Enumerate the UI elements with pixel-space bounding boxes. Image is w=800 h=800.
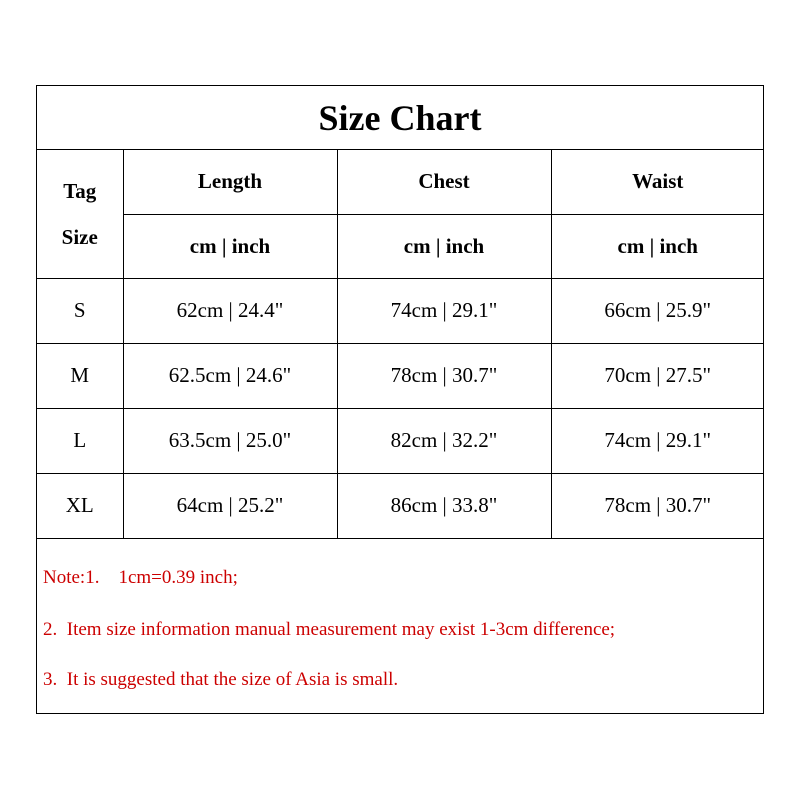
- note-3: 3. It is suggested that the size of Asia is small.: [43, 668, 399, 690]
- table-row: [37, 343, 764, 408]
- tag-size-header: [37, 150, 123, 278]
- notes-section: [37, 539, 763, 715]
- length-header: Length: [123, 150, 337, 214]
- chest-unit: cm | inch: [337, 214, 551, 278]
- table-row: [37, 408, 764, 473]
- size-cell: M: [37, 343, 123, 408]
- length-cell: 63.5cm | 25.0": [123, 408, 337, 473]
- length-unit: cm | inch: [123, 214, 337, 278]
- header-row: [37, 150, 764, 214]
- waist-cell: 70cm | 27.5": [551, 343, 764, 408]
- length-cell: 62cm | 24.4": [123, 278, 337, 343]
- size-cell: L: [37, 408, 123, 473]
- length-cell: 62.5cm | 24.6": [123, 343, 337, 408]
- note-2: 2. Item size information manual measurement may exist 1-3cm difference;: [43, 618, 616, 640]
- chest-cell: 86cm | 33.8": [337, 473, 551, 538]
- waist-cell: 74cm | 29.1": [551, 408, 764, 473]
- table-row: [37, 278, 764, 343]
- tag-size-line-2: Size: [61, 224, 98, 249]
- chest-cell: 82cm | 32.2": [337, 408, 551, 473]
- chart-title: Size Chart: [37, 86, 763, 150]
- size-cell: S: [37, 278, 123, 343]
- size-table: [37, 150, 764, 539]
- chest-cell: 78cm | 30.7": [337, 343, 551, 408]
- unit-row: [37, 214, 764, 278]
- waist-cell: 66cm | 25.9": [551, 278, 764, 343]
- waist-header: Waist: [551, 150, 764, 214]
- tag-size-line-1: Tag: [63, 178, 97, 203]
- size-cell: XL: [37, 473, 123, 538]
- waist-cell: 78cm | 30.7": [551, 473, 764, 538]
- waist-unit: cm | inch: [551, 214, 764, 278]
- size-chart: [36, 85, 764, 714]
- chest-cell: 74cm | 29.1": [337, 278, 551, 343]
- chest-header: Chest: [337, 150, 551, 214]
- table-row: [37, 473, 764, 538]
- note-1: Note:1. 1cm=0.39 inch;: [43, 566, 238, 588]
- length-cell: 64cm | 25.2": [123, 473, 337, 538]
